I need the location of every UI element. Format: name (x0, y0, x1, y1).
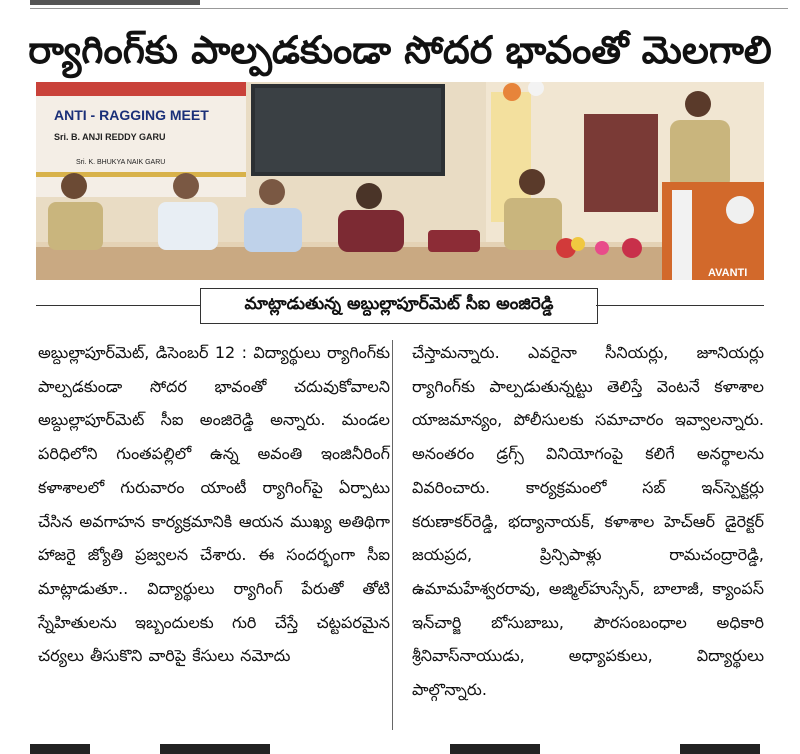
column-divider (392, 340, 393, 730)
previous-article-fragment (30, 0, 200, 5)
article-column-left: అబ్దుల్లాపూర్‌మెట్, డిసెంబర్ 12 : విద్యార్థులు ర్యాగింగ్‌కు పాల్పడకుండా సోదర భావంతో చదువుకోవాలని అబ్దుల్లాపూర్‌మెట్ సీఐ అంజిరెడ్డి అన్నారు. మండల పరిధిలోని గుంతపల్లిలో ఉన్న అవంతి ఇంజినీరింగ్ కళాశాలలో గురువారం యాంటీ ర్యాగింగ్‌పై ఏర్పాటు చేసిన అవగాహన కార్యక్రమానికి ఆయన ముఖ్య అతిథిగా హాజరై జ్యోతి ప్రజ్వలన చేశారు. ఈ సందర్భంగా సీఐ మాట్లాడుతూ.. విద్యార్థులు ర్యాగింగ్ పేరుతో తోటి స్నేహితులను ఇబ్బందులకు గురి చేస్తే చట్టపరమైన చర్యలు తీసుకొని వారిపై కేసులు నమోదు (38, 343, 390, 666)
bottom-cut-strip (30, 740, 788, 754)
photo-caption-text: మాట్లాడుతున్న అబ్దుల్లాపూర్‌మెట్ సీఐ అంజిరెడ్డి (244, 294, 554, 314)
headline: ర్యాగింగ్‌కు పాల్పడకుండా సోదర భావంతో మెలగాలి (28, 28, 772, 72)
top-rule (30, 8, 788, 9)
podium-logo-text: AVANTI (708, 267, 748, 279)
top-cut-strip (0, 0, 800, 10)
event-photo (36, 82, 764, 280)
caption-rule-left (36, 305, 200, 306)
photo-caption (200, 288, 598, 324)
banner-title: ANTI - RAGGING MEET (54, 107, 209, 123)
banner-guest-2: Sri. K. BHUKYA NAIK GARU (76, 159, 166, 166)
caption-rule-right (596, 305, 764, 306)
banner-guest: Sri. B. ANJI REDDY GARU (54, 132, 166, 142)
article-column-right: చేస్తామన్నారు. ఎవరైనా సీనియర్లు, జూనియర్లు ర్యాగింగ్‌కు పాల్పడుతున్నట్టు తెలిస్తే వెంటనే కళాశాల యాజమాన్యం, పోలీసులకు సమాచారం ఇవ్వాలన్నారు. అనంతరం డ్రగ్స్ వినియోగంపై కలిగే అనర్థాలను వివరించారు. కార్యక్రమంలో సబ్ ఇన్‌స్పెక్టర్లు కరుణాకర్‌రెడ్డి, భద్యానాయక్, కళాశాల హెచ్‌ఆర్ డైరెక్టర్ జయప్రద, ప్రిన్సిపాళ్లు రామచంద్రారెడ్డి, ఉమామహేశ్వరరావు, అజ్మిల్‌హుస్సేన్, బాలాజీ, క్యాంపస్ ఇన్‌చార్జి బోసుబాబు, పౌరసంబంధాల అధికారి శ్రీనివాస్‌నాయుడు, అధ్యాపకులు, విద్యార్థులు పాల్గొన్నారు. (412, 343, 764, 700)
